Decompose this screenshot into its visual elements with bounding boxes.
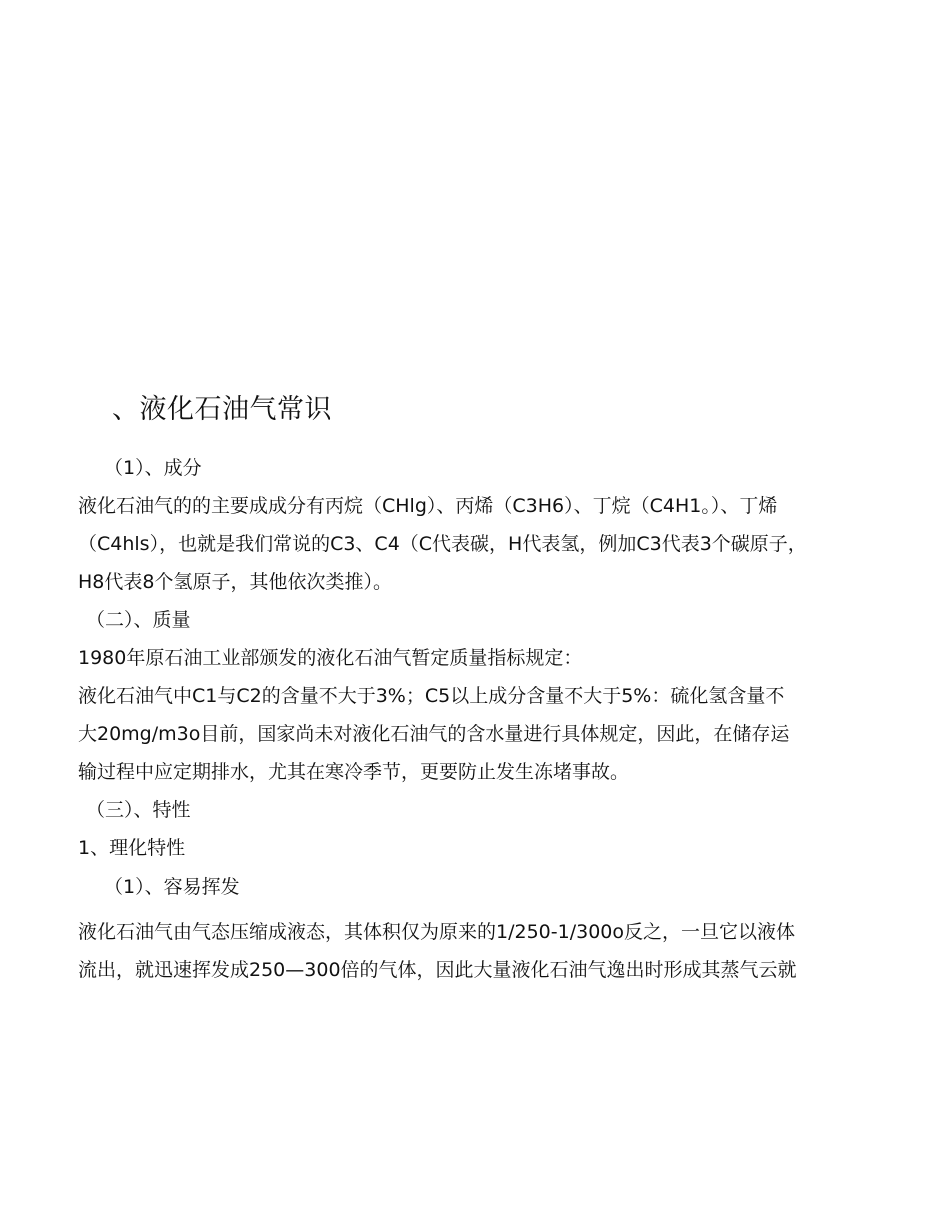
heading-quality: （二）、质量 [86, 609, 191, 631]
paragraph-line: 液化石油气的的主要成成分有丙烷（CHlg）、丙烯（C3H6）、丁烷（C4H1。）、丁烯 [78, 495, 778, 517]
heading-physicochemical: 1、理化特性 [78, 837, 186, 859]
heading-properties: （三）、特性 [86, 799, 191, 821]
heading-volatile: （1）、容易挥发 [104, 876, 240, 898]
section-title: 、液化石油气常识 [112, 394, 332, 425]
paragraph-line: 液化石油气由气态压缩成液态，其体积仅为原来的1/250-1/300o反之，一旦它以液体 [78, 921, 795, 943]
paragraph-line: 液化石油气中C1与C2的含量不大于3%；C5以上成分含量不大于5%：硫化氢含量不 [78, 685, 785, 707]
paragraph-line: 大20mg/m3o目前，国家尚未对液化石油气的含水量进行具体规定，因此，在储存运 [78, 723, 790, 745]
paragraph-line: 输过程中应定期排水，尤其在寒冷季节，更要防止发生冻堵事故。 [78, 761, 630, 783]
paragraph-line: 1980年原石油工业部颁发的液化石油气暂定质量指标规定： [78, 647, 583, 669]
paragraph-line: 流出，就迅速挥发成250—300倍的气体，因此大量液化石油气逸出时形成其蒸气云就 [78, 959, 797, 981]
heading-composition: （1）、成分 [104, 457, 202, 479]
paragraph-line: （C4hls），也就是我们常说的C3、C4（C代表碳，H代表氢，例加C3代表3个碳原子， [78, 533, 807, 555]
paragraph-line: H8代表8个氢原子，其他依次类推）。 [78, 571, 392, 593]
